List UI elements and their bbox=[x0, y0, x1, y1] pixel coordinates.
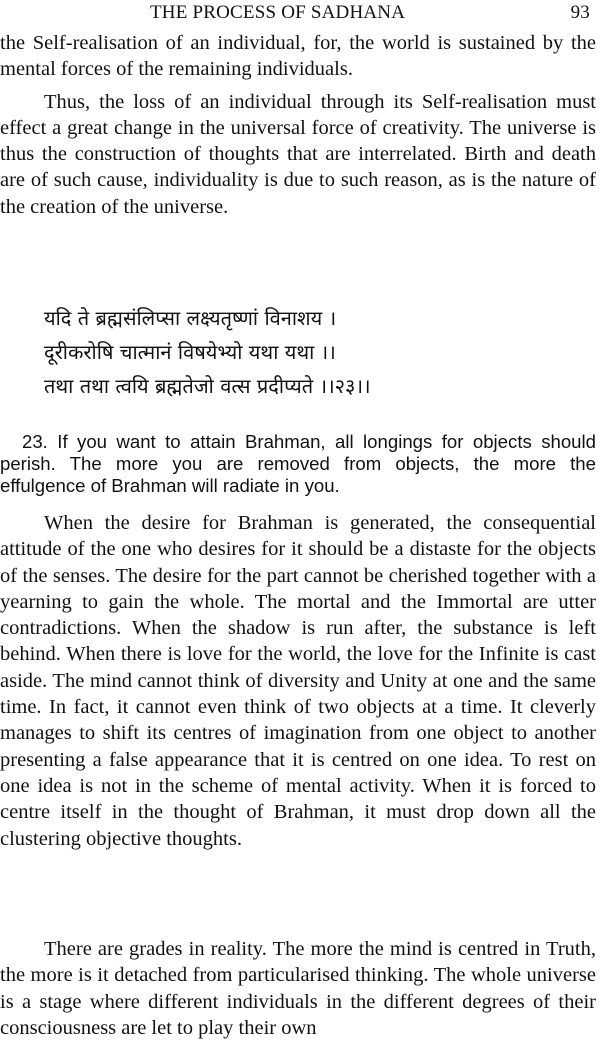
body-text-bottom bbox=[0, 936, 596, 1041]
translation-text: 23. If you want to attain Brahman, all longings for objects should perish. The more you are removed from objects, the more the effulgence of Brahman will radiate in you. bbox=[0, 431, 596, 496]
verse-translation bbox=[0, 431, 596, 497]
paragraph-universe: Thus, the loss of an individual through its Self-realisation must effect a great change in the universal force of creativity. The universe is thus the construction of thoughts that are interrelated. Birth and death are of such cause, individuality is due to such reason, as is the nature of the creation of the universe. bbox=[0, 90, 596, 218]
paragraph-continuation: the Self-realisation of an individual, for, the world is sustained by the mental forces of the remaining individuals. bbox=[0, 32, 596, 81]
body-text-middle bbox=[0, 510, 596, 852]
body-text-top bbox=[0, 30, 596, 220]
verse-line: तथा तथा त्वयि ब्रह्मतेजो वत्स प्रदीप्यते ।।२३।। bbox=[44, 374, 371, 398]
sanskrit-verse bbox=[44, 301, 584, 403]
paragraph-grades: There are grades in reality. The more the mind is centred in Truth, the more is it detached from particularised thinking. The whole universe is a stage where different individuals in the different degrees of their consciousness are let to play their own bbox=[0, 938, 596, 1039]
verse-line: यदि ते ब्रह्मसंलिप्सा लक्ष्यतृष्णां विनाशय । bbox=[44, 306, 337, 330]
paragraph-desire: When the desire for Brahman is generated, the consequential attitude of the one who desires for it should be a distaste for the objects of the senses. The desire for the part cannot be cherished together with a yearning to gain the whole. The mortal and the Immortal are utter contradictions. When the shadow is run after, the substance is left behind. When there is love for the world, the love for the Infinite is cast aside. The mind cannot think of diversity and Unity at one and the same time. In fact, it cannot even think of two objects at a time. It cleverly manages to shift its centres of imagination from one object to another presenting a false appearance that it is centred on one idea. To rest on one idea is not in the scheme of mental activity. When it is forced to centre itself in the thought of Brahman, it must drop down all the clustering objective thoughts. bbox=[0, 512, 596, 850]
verse-line: दूरीकरोषि चात्मानं विषयेभ्यो यथा यथा ।। bbox=[44, 340, 336, 364]
running-head: THE PROCESS OF SADHANA bbox=[150, 2, 406, 23]
page-header bbox=[0, 2, 600, 28]
page-number: 93 bbox=[570, 2, 590, 23]
